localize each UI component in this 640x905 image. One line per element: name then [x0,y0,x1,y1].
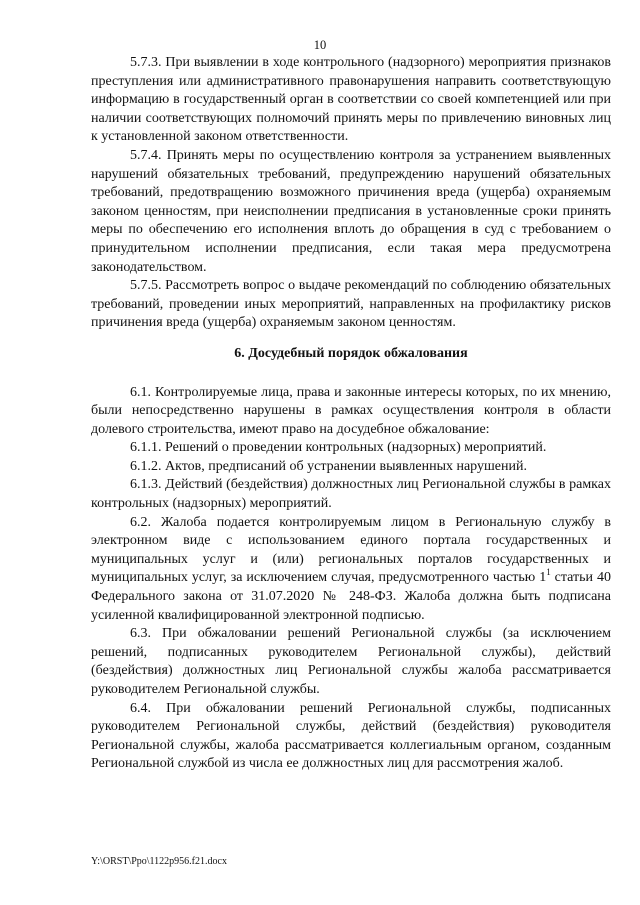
paragraph-6-2 [91,514,611,626]
paragraph-5-7-5: 5.7.5. Рассмотреть вопрос о выдаче рекомендаций по соблюдению обязательных требований, проведении иных мероприятий, направленных на профилактику рисков причинения вреда (ущерба) охраняемым законом ценностям. [91,278,611,331]
footnote-superscript: 1 [546,567,551,578]
document-body [91,54,611,774]
paragraph-6-2-part2: статьи 40 Федерального закона от 31.07.2020 № 248-ФЗ. Жалоба должна быть подписана усиленной квалифицированной электронной подписью. [91,570,611,623]
paragraph-6-3: 6.3. При обжаловании решений Региональной службы (за исключением решений, подписанных руководителем Региональной службы), действий (бездействия) должностных лиц Региональной службы жалоба рассматривается руководителем Региональной службы. [91,626,611,697]
paragraph-6-4: 6.4. При обжаловании решений Региональной службы, подписанных руководителем Региональной службы, действий (бездействия) руководителя Региональной службы, жалоба рассматривается коллегиальным органом, созданным Региональной службой из числа ее должностных лиц для рассмотрения жалоб. [91,700,611,772]
paragraph-6-1-1: 6.1.1. Решений о проведении контрольных (надзорных) мероприятий. [130,440,547,456]
section-heading [91,333,611,384]
paragraph-6-1: 6.1. Контролируемые лица, права и законные интересы которых, по их мнению, были непосредственно нарушены в рамках осуществления контроля в области долевого строительства, имеют право на досудебное обжалование: [91,384,611,437]
paragraph-5-7-4: 5.7.4. Принять меры по осуществлению контроля за устранением выявленных нарушений обязательных требований, предупреждению нарушений обязательных требований, предотвращению возможного причинения вреда (ущерба) охраняемым законом ценностям, при неисполнении предписания в установленные сроки принять меры по обеспечению его исполнения вплоть до обращения в суд с требованием о принудительном исполнении предписания, если такая мера предусмотрена законодательством. [91,147,611,275]
section-heading-text: 6. Досудебный порядок обжалования [234,345,468,361]
paragraph-6-1-3: 6.1.3. Действий (бездействия) должностных лиц Региональной службы в рамках контрольных (надзорных) мероприятий. [91,477,611,512]
paragraph-6-1-2: 6.1.2. Актов, предписаний об устранении выявленных нарушений. [130,458,527,474]
paragraph-6-2-part1: 6.2. Жалоба подается контролируемым лицом в Региональную службу в электронном виде с использованием единого портала государственных и муниципальных услуг и (или) региональных порталов государственных и муниципальных услуг, за исключением случая, предусмотренного частью 1 [91,514,611,586]
page-number: 10 [313,38,327,52]
footer-file-path: Y:\ORST\Ppo\1122p956.f21.docx [91,856,227,867]
paragraph-5-7-3: 5.7.3. При выявлении в ходе контрольного (надзорного) мероприятия признаков преступления или административного правонарушения направить соответствующую информацию в государственный орган в соответствии со своей компетенцией или при наличии соответствующих полномочий принять меры по привлечению виновных лиц к установленной законом ответственности. [91,55,611,145]
